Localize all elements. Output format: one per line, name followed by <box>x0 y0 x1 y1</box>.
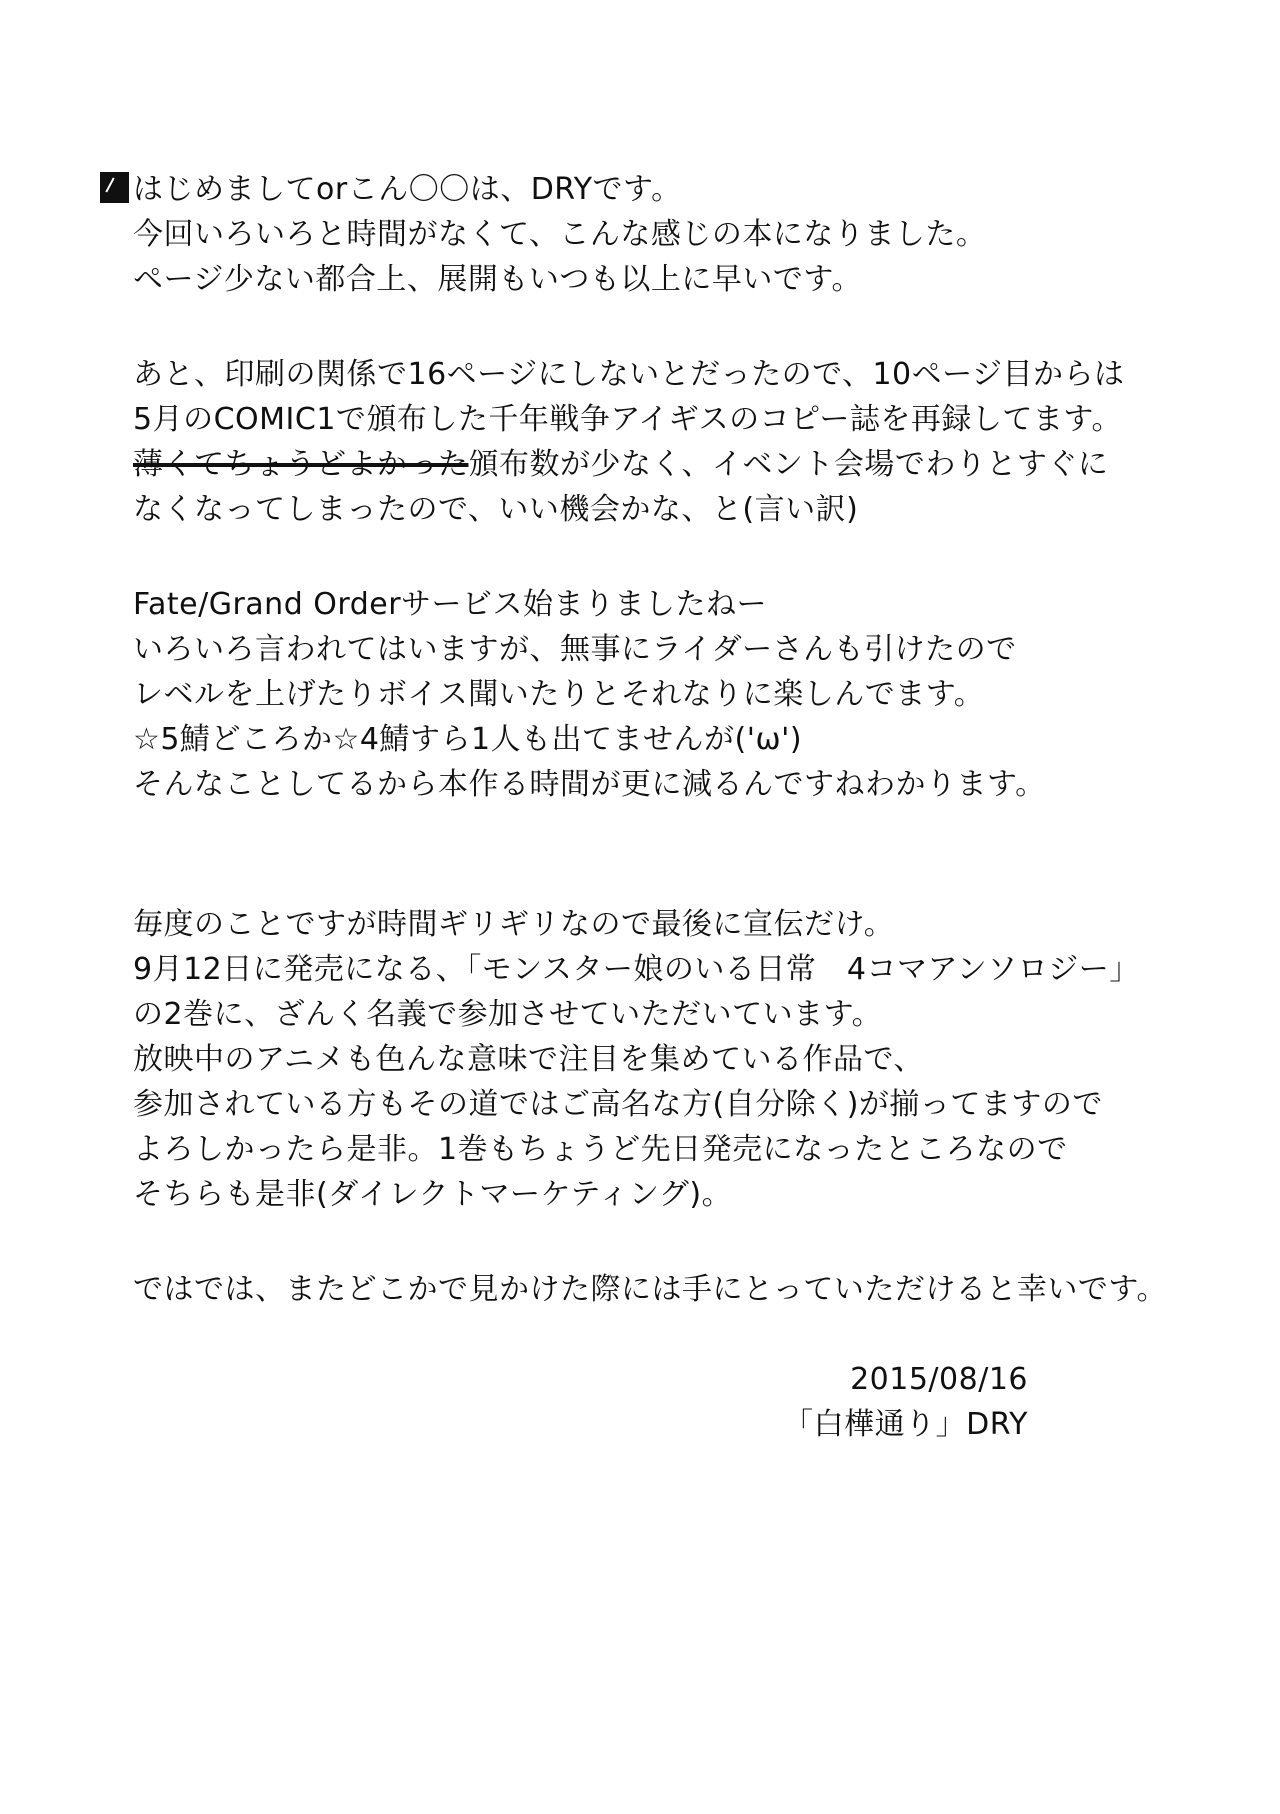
text-line: Fate/Grand Orderサービス始まりましたねー <box>133 587 768 622</box>
paragraph-fgo <box>133 582 1220 807</box>
greeting-text: はじめましてorこん〇〇は、DRYです。 <box>133 172 682 207</box>
text-line: 放映中のアニメも色んな意味で注目を集めている作品で、 <box>133 1042 924 1077</box>
struck-text: 薄くてちょうどよかった <box>133 447 469 482</box>
text-line: の2巻に、ざんく名義で参加させていただいています。 <box>133 997 883 1032</box>
square-bullet-icon <box>100 172 129 203</box>
text-line: 毎度のことですが時間ギリギリなので最後に宣伝だけ。 <box>133 907 895 942</box>
text-line: 5月のCOMIC1で頒布した千年戦争アイギスのコピー誌を再録してます。 <box>133 402 1123 437</box>
signature-block <box>133 1357 1220 1447</box>
text-line: 今回いろいろと時間がなくて、こんな感じの本になりました。 <box>133 217 987 252</box>
paragraph-greeting <box>133 167 1220 302</box>
text-line: ☆5鯖どころか☆4鯖すら1人も出てませんが('ω') <box>133 722 803 757</box>
text-line: そちらも是非(ダイレクトマーケティング)。 <box>133 1177 733 1212</box>
signature-credit: 「白樺通り」DRY <box>783 1407 1028 1442</box>
text-line: 参加されている方もその道ではご高名な方(自分除く)が揃ってますので <box>133 1087 1103 1122</box>
text-after-strike: 頒布数が少なく、イベント会場でわりとすぐに <box>468 447 1109 482</box>
paragraph-reprint-note <box>133 352 1220 532</box>
paragraph-closing <box>133 1267 1220 1312</box>
text-line <box>100 167 1220 212</box>
text-line: いろいろ言われてはいますが、無事にライダーさんも引けたので <box>133 632 1017 667</box>
text-line: 9月12日に発売になる、「モンスター娘のいる日常 4コマアンソロジー」 <box>133 952 1140 987</box>
text-line: ページ少ない都合上、展開もいつも以上に早いです。 <box>133 262 862 297</box>
signature-date: 2015/08/16 <box>850 1362 1028 1397</box>
text-line <box>133 442 1220 487</box>
text-line: レベルを上げたりボイス聞いたりとそれなりに楽しんでます。 <box>133 677 985 712</box>
text-line: そんなことしてるから本作る時間が更に減るんですねわかります。 <box>133 767 1046 802</box>
text-line: なくなってしまったので、いい機会かな、と(言い訳) <box>133 492 859 527</box>
text-line: よろしかったら是非。1巻もちょうど先日発売になったところなので <box>133 1132 1068 1167</box>
text-line: あと、印刷の関係で16ページにしないとだったので、10ページ目からは <box>133 357 1125 392</box>
paragraph-promotion <box>133 902 1220 1217</box>
text-line: ではでは、またどこかで見かけた際には手にとっていただけると幸いです。 <box>133 1272 1167 1307</box>
